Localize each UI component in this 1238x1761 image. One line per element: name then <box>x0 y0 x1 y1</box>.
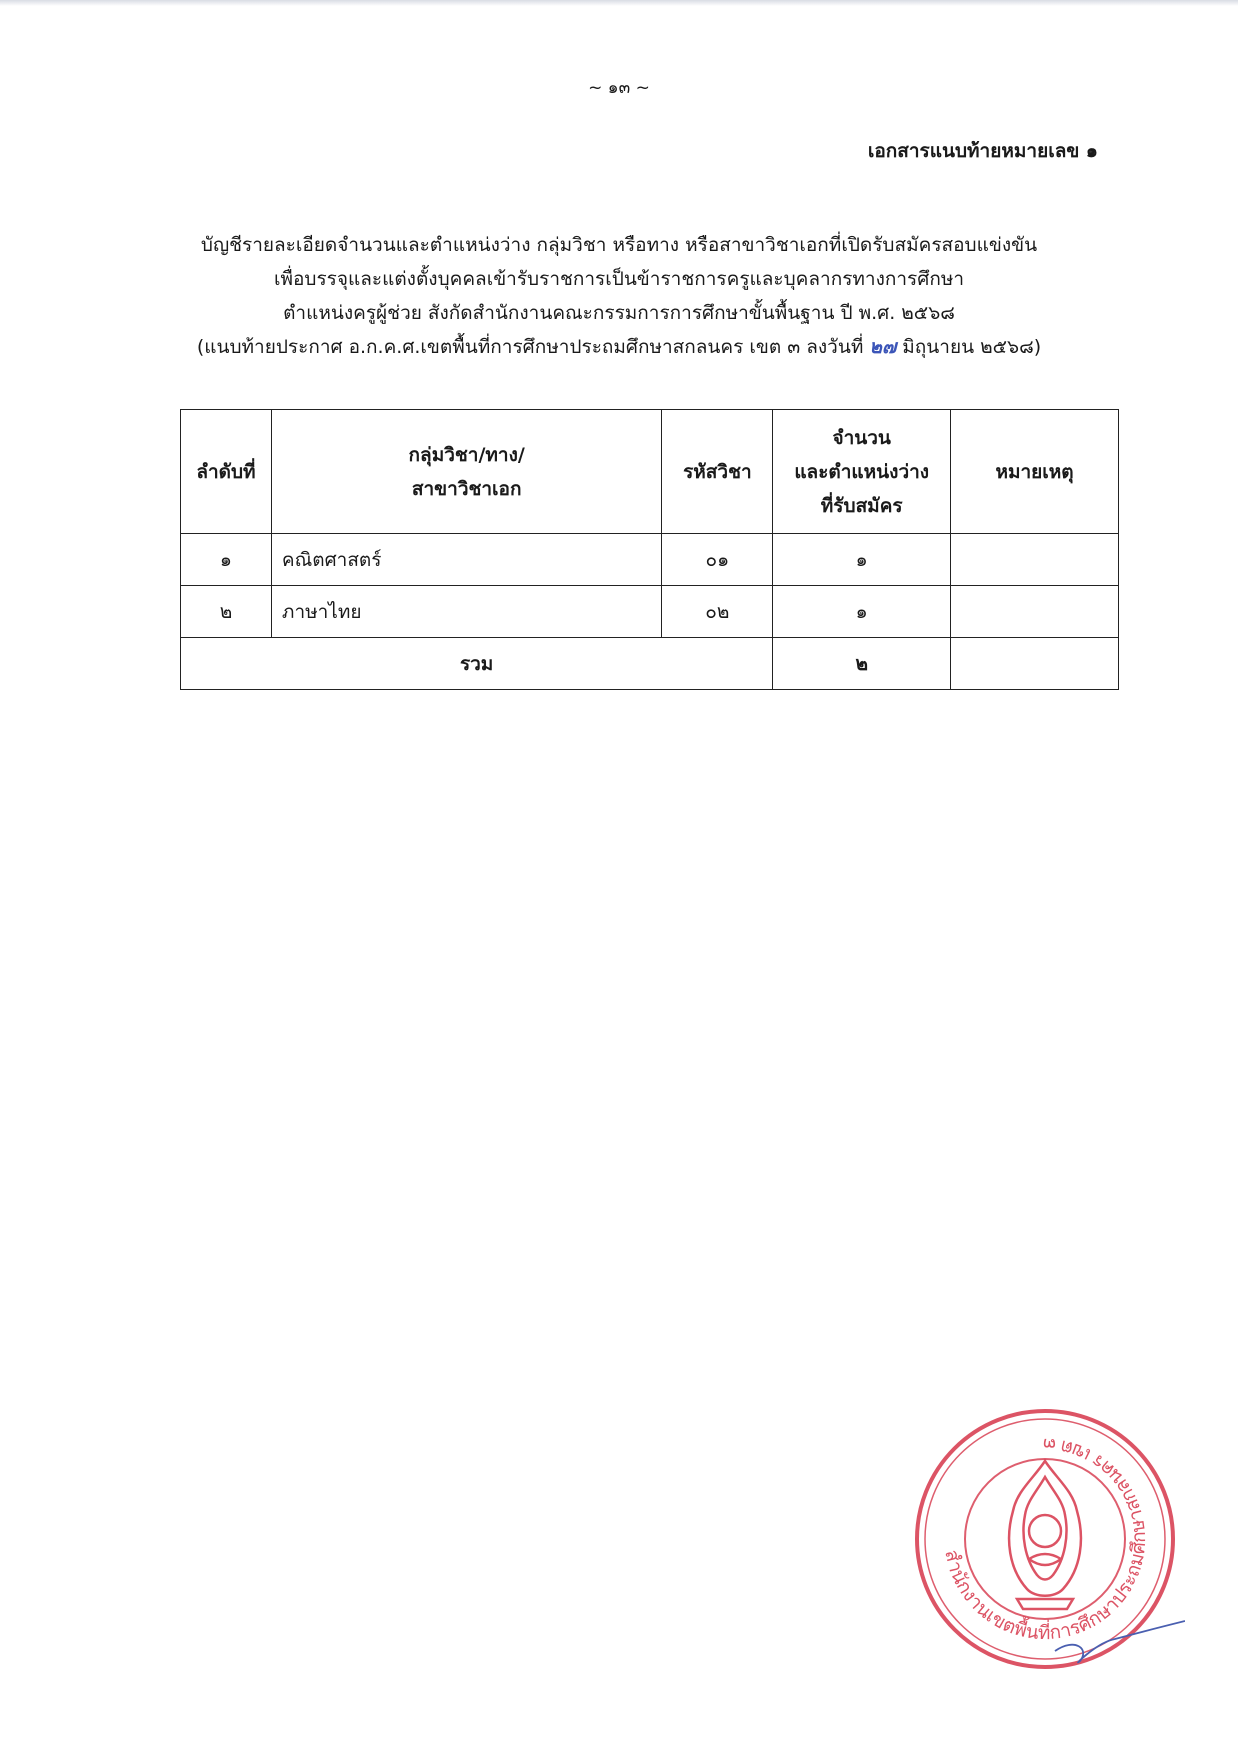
table-row <box>181 534 1119 586</box>
heading-line-2: เพื่อบรรจุและแต่งตั้งบุคคลเข้ารับราชการเป็นข้าราชการครูและบุคลากรทางการศึกษา <box>273 268 965 290</box>
row-remark <box>951 586 1119 638</box>
seal-text: สำนักงานเขตพื้นที่การศึกษาประถมศึกษาสกลนคร เขต ๓ <box>940 1433 1151 1645</box>
header-count-line-2: และตำแหน่งว่าง <box>794 460 930 483</box>
attachment-label: เอกสารแนบท้ายหมายเลข ๑ <box>867 140 1098 162</box>
heading-line-4 <box>60 330 1178 364</box>
header-subject-line-1: กลุ่มวิชา/ทาง/ <box>408 443 525 466</box>
table-row <box>181 586 1119 638</box>
page-number: ~ ๑๓ ~ <box>588 78 650 98</box>
positions-table <box>180 409 1119 690</box>
header-remark: หมายเหตุ <box>951 410 1119 534</box>
row-count: ๑ <box>773 534 951 586</box>
header-code: รหัสวิชา <box>662 410 773 534</box>
header-order: ลำดับที่ <box>181 410 272 534</box>
row-count: ๑ <box>773 586 951 638</box>
row-code: ๐๑ <box>662 534 773 586</box>
row-subject: คณิตศาสตร์ <box>271 534 662 586</box>
heading-line-1: บัญชีรายละเอียดจำนวนและตำแหน่งว่าง กลุ่มวิชา หรือทาง หรือสาขาวิชาเอกที่เปิดรับสมัครสอบแข่งขัน <box>200 234 1038 256</box>
table-header-row <box>181 410 1119 534</box>
row-subject: ภาษาไทย <box>271 586 662 638</box>
row-order: ๒ <box>181 586 272 638</box>
handwritten-date-day: ๒๗ <box>869 336 897 358</box>
seal-emblem-icon <box>1009 1461 1081 1609</box>
header-count-line-1: จำนวน <box>832 426 891 449</box>
heading-line-3: ตำแหน่งครูผู้ช่วย สังกัดสำนักงานคณะกรรมการการศึกษาขั้นพื้นฐาน ปี พ.ศ. ๒๕๖๘ <box>283 302 955 324</box>
total-count: ๒ <box>773 638 951 690</box>
document-heading <box>60 228 1178 364</box>
row-remark <box>951 534 1119 586</box>
header-subject <box>271 410 662 534</box>
header-count <box>773 410 951 534</box>
scan-edge-shadow <box>0 0 1238 6</box>
total-label: รวม <box>181 638 773 690</box>
office-seal-stamp <box>905 1399 1185 1679</box>
row-order: ๑ <box>181 534 272 586</box>
total-remark <box>951 638 1119 690</box>
header-count-line-3: ที่รับสมัคร <box>820 494 903 517</box>
heading-line-4-after: มิถุนายน ๒๕๖๘) <box>902 336 1042 358</box>
row-code: ๐๒ <box>662 586 773 638</box>
heading-line-4-before: (แนบท้ายประกาศ อ.ก.ค.ศ.เขตพื้นที่การศึกษาประถมศึกษาสกลนคร เขต ๓ ลงวันที่ <box>196 336 864 358</box>
header-subject-line-2: สาขาวิชาเอก <box>411 477 522 500</box>
table-total-row <box>181 638 1119 690</box>
